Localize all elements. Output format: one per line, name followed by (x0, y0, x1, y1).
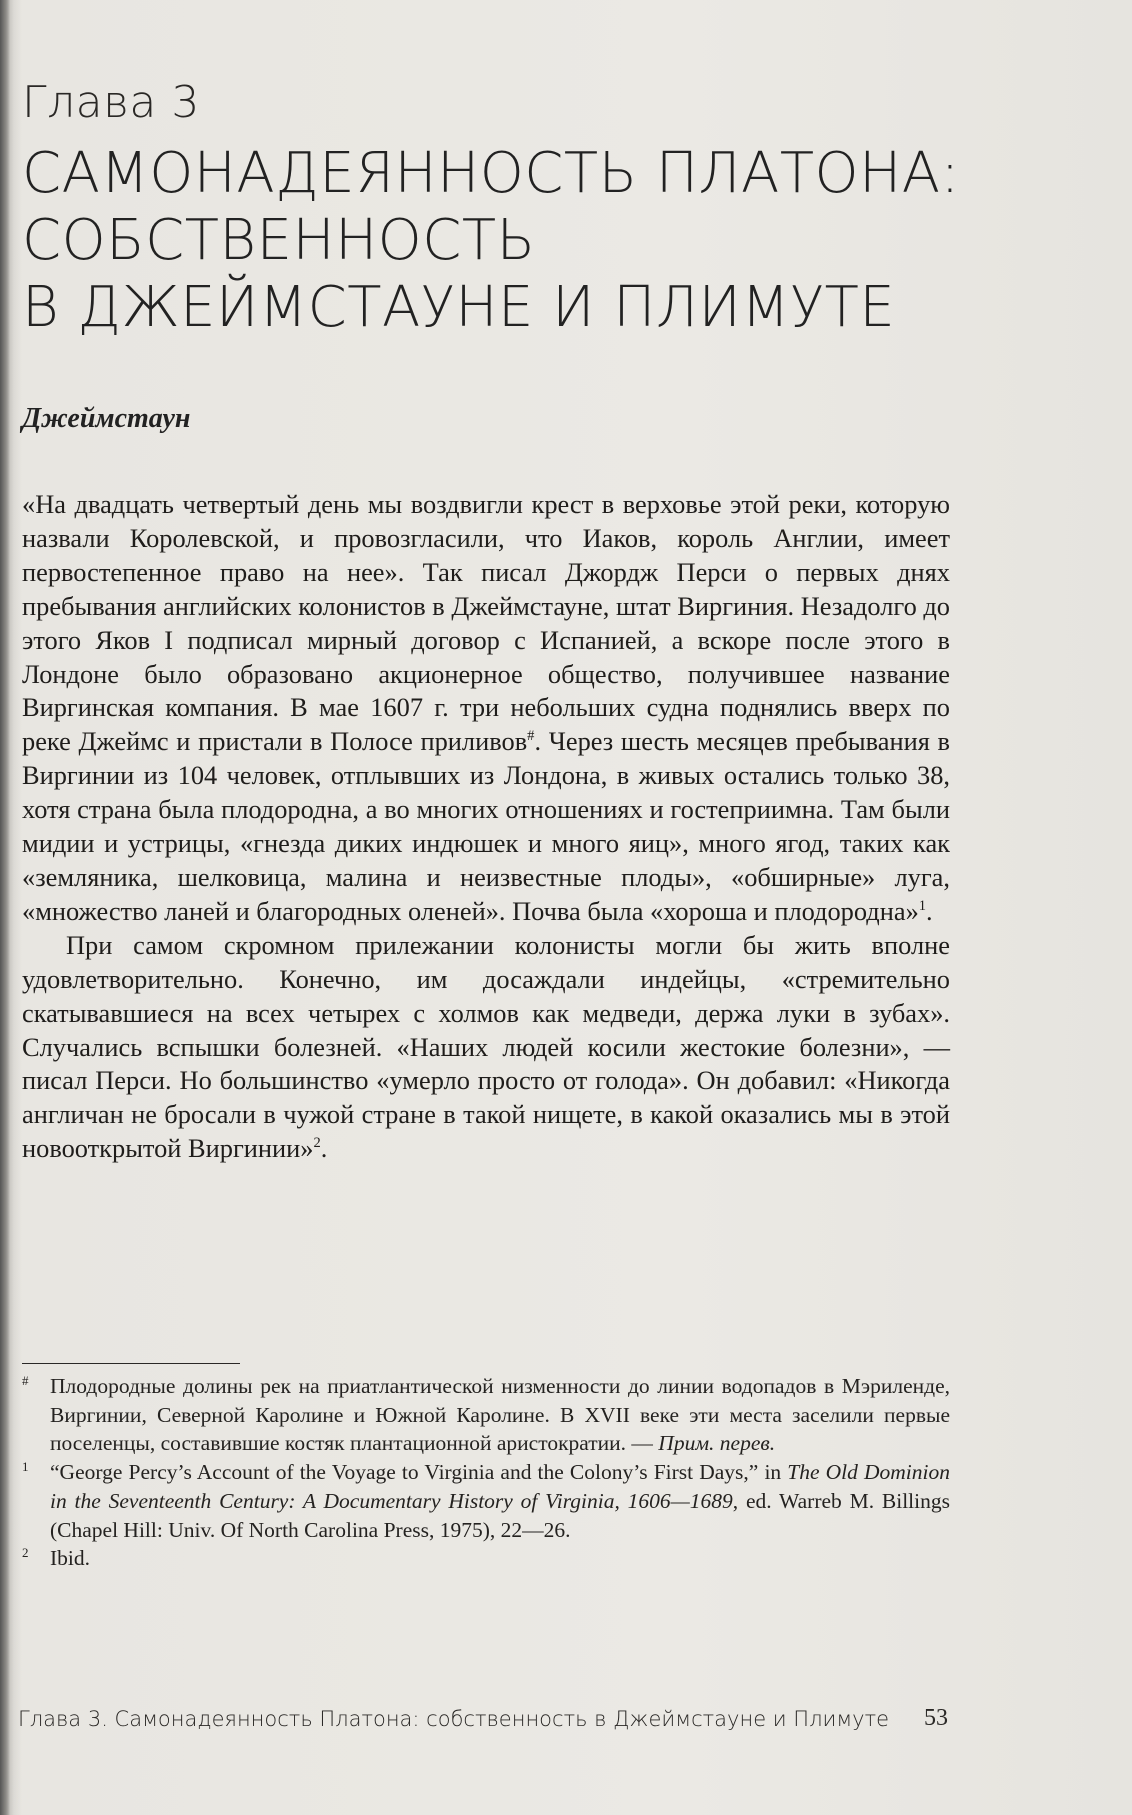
chapter-title-line: СОБСТВЕННОСТЬ (22, 208, 536, 273)
chapter-title-line: САМОНАДЕЯННОСТЬ ПЛАТОНА: (22, 141, 960, 206)
paragraph-text: «На двадцать четвертый день мы воздвигли крест в верховье этой реки, которую назвали Королевской, и провозгласили, что Иаков, король Англии, имеет первостепенное право на нее». Так писал Джордж Перси о первых днях пребывания английских колонистов в Джеймстауне, штат Виргиния. Незадолго до этого Яков I подписал мирный договор с Испанией, а вскоре после этого в Лондоне было образовано акционерное общество, получившее название Виргинская компания. В мае 1607 г. три небольших судна поднялись вверх по реке Джеймс и пристали в Полосе приливов (22, 489, 950, 757)
section-heading: Джеймстаун (22, 403, 191, 434)
footnote-ref: 1 (918, 898, 927, 915)
paragraph-text: . (926, 895, 933, 926)
footnote-mark: 2 (22, 1545, 29, 1561)
footnote-text: “George Percy’s Account of the Voyage to Virginia and the Colony’s First Days,” in (50, 1460, 788, 1485)
paragraph (22, 488, 950, 929)
footnote-divider (22, 1363, 240, 1364)
footnote-italic: The Old Dominion in the Seventeenth Century: A Documentary History of Virginia, 1606—1689 (50, 1460, 950, 1513)
page-number: 53 (924, 1705, 948, 1731)
running-title: Глава 3. Самонадеянность Платона: собственность в Джеймстауне и Плимуте (18, 1707, 890, 1731)
footnote-text: Ibid. (50, 1546, 91, 1571)
paragraph (22, 929, 950, 1166)
footnote-ref: # (527, 728, 535, 745)
binding-shadow (0, 0, 10, 1815)
footnotes (22, 1372, 950, 1573)
chapter-title (22, 140, 1082, 341)
paragraph-text: . Через шесть месяцев пребывания в Виргинии из 104 человек, отплывших из Лондона, в живых остались только 38, хотя страна была плодородна, а во многих отношениях и гостеприимна. Там были мидии и устрицы, «гнезда диких индюшек и много яиц», много ягод, таких как «земляника, шелковица, малина и неизвестные плоды», «обширные» луга, «множество ланей и благородных оленей». Почва была «хороша и плодородна» (22, 726, 950, 926)
running-footer (18, 1707, 948, 1731)
footnote-text: , ed. Warreb M. Billings (Chapel Hill: Univ. Of North Carolina Press, 1975), 22—26. (50, 1488, 950, 1542)
footnote-italic: Прим. перев. (658, 1431, 776, 1456)
paragraph-text: . (320, 1133, 328, 1164)
chapter-title-line: В ДЖЕЙМСТАУНЕ И ПЛИМУТЕ (22, 275, 896, 340)
footnote-mark: 1 (22, 1459, 29, 1475)
footnote (22, 1458, 950, 1544)
footnote-mark: # (22, 1373, 29, 1388)
footnote-text: Плодородные долины рек на приатлантической низменности до линии водопадов в Мэриленде, Виргинии, Северной Каролине и Южной Каролине. В XVII веке эти места заселили первые поселенцы, составившие костяк плантационной аристократии. — (50, 1374, 950, 1456)
footnote-ref: 2 (313, 1135, 321, 1152)
body-text (22, 488, 950, 1166)
chapter-label: Глава 3 (22, 77, 200, 128)
footnote (22, 1544, 950, 1573)
paragraph-text: При самом скромном прилежании колонисты могли бы жить вполне удовлетворительно. Конечно, им досаждали индейцы, «стремительно скатывавшиеся на всех четырех с холмов как медведи, держа луки в зубах». Случались вспышки болезней. «Наших людей косили жестокие болезни», — писал Перси. Но большинство «умерло просто от голода». Он добавил: «Никогда англичан не бросали в чужой стране в такой нищете, в какой оказались мы в этой новооткрытой Виргинии» (22, 929, 950, 1164)
footnote (22, 1372, 950, 1458)
